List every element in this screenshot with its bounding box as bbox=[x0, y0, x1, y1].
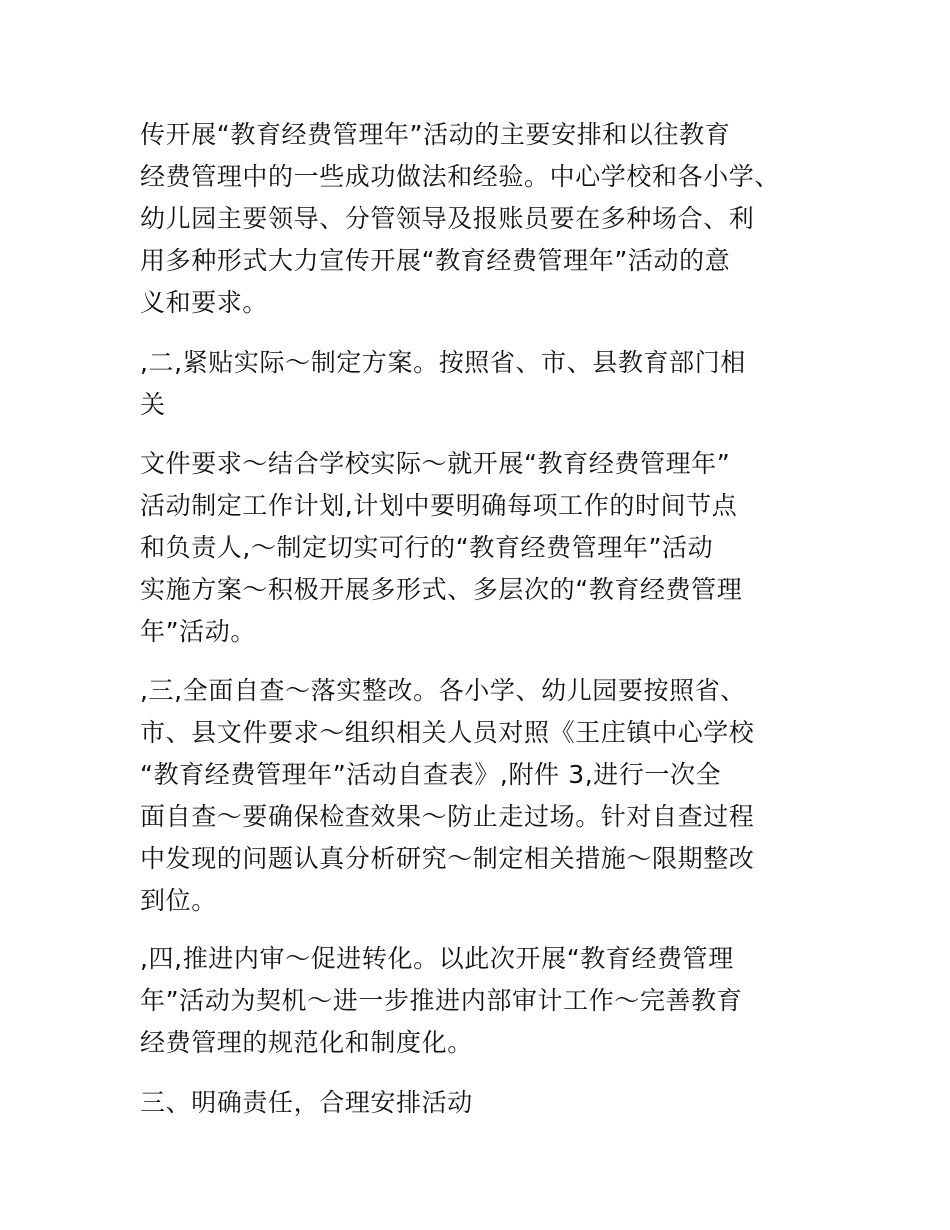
text-line: 和负责人,～制定切实可行的“教育经费管理年”活动 bbox=[140, 533, 714, 562]
text-line: 文件要求～结合学校实际～就开展“教育经费管理年” bbox=[140, 449, 731, 478]
paragraph-section-4 bbox=[140, 938, 820, 1064]
text-line: “教育经费管理年”活动自查表》,附件 3,进行一次全 bbox=[140, 760, 722, 789]
paragraph-section-3 bbox=[140, 670, 820, 922]
text-line: 经费管理的规范化和制度化。 bbox=[140, 1028, 473, 1057]
text-line: 关 bbox=[140, 390, 166, 419]
text-line: ,三,全面自查～落实整改。各小学、幼儿园要按照省、 bbox=[140, 676, 746, 705]
text-line: ,四,推进内审～促进转化。以此次开展“教育经费管理 bbox=[140, 944, 734, 973]
text-line: 幼儿园主要领导、分管领导及报账员要在多种场合、利 bbox=[140, 204, 755, 233]
text-line: 面自查～要确保检查效果～防止走过场。针对自查过程 bbox=[140, 802, 755, 831]
text-line: ,二,紧贴实际～制定方案。按照省、市、县教育部门相 bbox=[140, 348, 746, 377]
text-line: 活动制定工作计划,计划中要明确每项工作的时间节点 bbox=[140, 491, 738, 520]
text-line: 年”活动。 bbox=[140, 617, 256, 646]
text-line: 用多种形式大力宣传开展“教育经费管理年”活动的意 bbox=[140, 246, 731, 275]
text-line: 实施方案～积极开展多形式、多层次的“教育经费管理 bbox=[140, 575, 743, 604]
heading-text: 三、明确责任，合理安排活动 bbox=[140, 1088, 473, 1117]
text-line: 年”活动为契机～进一步推进内部审计工作～完善教育 bbox=[140, 986, 743, 1015]
paragraph-section-2-body bbox=[140, 443, 820, 653]
text-line: 到位。 bbox=[140, 886, 217, 915]
paragraph-publicity bbox=[140, 114, 820, 324]
text-line: 中发现的问题认真分析研究～制定相关措施～限期整改 bbox=[140, 844, 755, 873]
text-line: 传开展“教育经费管理年”活动的主要安排和以往教育 bbox=[140, 120, 731, 149]
text-line: 义和要求。 bbox=[140, 288, 269, 317]
paragraph-section-2-heading bbox=[140, 342, 820, 426]
text-line: 经费管理中的一些成功做法和经验。中心学校和各小学、 bbox=[140, 162, 781, 191]
section-heading-3 bbox=[140, 1082, 820, 1124]
text-line: 市、县文件要求～组织相关人员对照《王庄镇中心学校 bbox=[140, 718, 755, 747]
